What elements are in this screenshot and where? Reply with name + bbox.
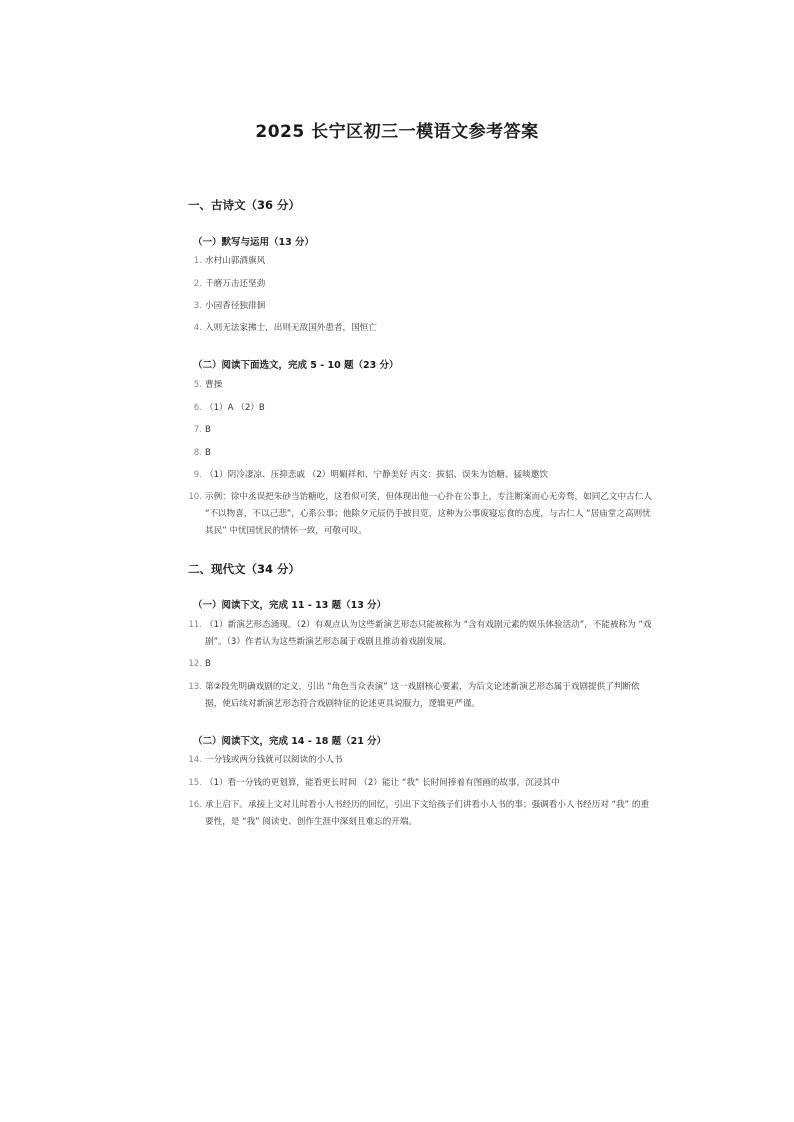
item-number: 7.: [193, 425, 202, 435]
item-text: （1）A （2）B: [205, 403, 265, 413]
answer-item: [185, 656, 655, 673]
item-text: 小园香径独徘徊: [205, 301, 266, 311]
section-heading-modern: 二、现代文（34 分）: [188, 562, 301, 576]
item-text: （1）新演艺形态涌现。（2）有观点认为这些新演艺形态只能被称为 “含有戏剧元素的娱乐体验活动”，不能被称为 “戏剧”。（3）作者认为这些新演艺形态属于戏剧且推动着戏剧发展。: [205, 620, 652, 647]
answer-item: [185, 489, 655, 540]
item-number: 11.: [188, 620, 202, 630]
answer-item: [185, 797, 655, 831]
item-number: 2.: [193, 279, 202, 289]
section-heading-classical: 一、古诗文（36 分）: [188, 198, 301, 212]
subsection-heading-reading-14-18: （二）阅读下文，完成 14 - 18 题（21 分）: [193, 736, 387, 747]
answer-item: [185, 679, 655, 713]
subsection-heading-reading-5-10: （二）阅读下面选文，完成 5 - 10 题（23 分）: [193, 360, 399, 371]
page-title: 2025 长宁区初三一模语文参考答案: [255, 122, 539, 142]
item-text: 示例：徐中丞误把朱砂当饴糖吃，这看似可笑，但体现出他一心扑在公事上，专注断案而心无旁骛，如同乙文中古仁人 “不以物喜，不以己悲”，心系公事；他除夕元辰仍手披目览，这种为公事废寝忘食的态度，与古仁人 “居庙堂之高则忧其民” 中忧国忧民的情怀一致，可敬可叹。: [205, 492, 652, 536]
item-number: 13.: [188, 682, 202, 692]
answer-item: [185, 377, 655, 394]
answer-item: [185, 617, 655, 651]
item-number: 6.: [193, 403, 202, 413]
item-text: B: [205, 448, 211, 458]
item-text: 第②段先明确戏剧的定义，引出 “角色当众表演” 这一戏剧核心要素，为后文论述新演艺形态属于戏剧提供了判断依据，使后续对新演艺形态符合戏剧特征的论述更具说服力，逻辑更严谨。: [205, 682, 640, 709]
answer-item: [185, 253, 655, 270]
answer-item: [185, 445, 655, 462]
item-number: 15.: [188, 778, 202, 788]
answer-item: [185, 752, 655, 769]
item-number: 4.: [193, 323, 202, 333]
item-text: （1）看一分钱的更划算，能看更长时间 （2）能让 “我” 长时间捧着有图画的故事，沉浸其中: [205, 778, 560, 788]
item-number: 1.: [193, 256, 202, 266]
answer-item: [185, 422, 655, 439]
subsection-heading-recitation: （一）默写与运用（13 分）: [193, 237, 315, 248]
answer-item: [185, 467, 655, 484]
item-number: 5.: [193, 380, 202, 390]
item-text: 入则无法家拂士，出则无敌国外患者，国恒亡: [205, 323, 377, 333]
item-text: B: [205, 659, 211, 669]
item-number: 3.: [193, 301, 202, 311]
item-text: 承上启下。承接上文对儿时看小人书经历的回忆，引出下文给孩子们讲看小人书的事；强调看小人书经历对 “我” 的重要性，是 “我” 阅读史、创作生涯中深刻且难忘的开端。: [205, 800, 650, 827]
item-number: 10.: [188, 492, 202, 502]
item-text: B: [205, 425, 211, 435]
answer-item: [185, 298, 655, 315]
item-text: 千磨万击还坚劲: [205, 279, 266, 289]
item-text: （1）阴冷凄凉、压抑悲戚 （2）明媚祥和、宁静美好 丙文：拔貂、误朱为饴糖、猛啖邀饮: [205, 470, 548, 480]
item-text: 一分钱或两分钱就可以阅读的小人书: [205, 755, 343, 765]
answer-item: [185, 400, 655, 417]
answer-item: [185, 320, 655, 337]
item-number: 14.: [188, 755, 202, 765]
item-number: 8.: [193, 448, 202, 458]
item-text: 水村山郭酒旗风: [205, 256, 266, 266]
item-number: 9.: [193, 470, 202, 480]
answer-item: [185, 775, 655, 792]
item-number: 16.: [188, 800, 202, 810]
item-number: 12.: [188, 659, 202, 669]
answer-item: [185, 276, 655, 293]
subsection-heading-reading-11-13: （一）阅读下文，完成 11 - 13 题（13 分）: [193, 600, 387, 611]
item-text: 曹操: [205, 380, 223, 390]
